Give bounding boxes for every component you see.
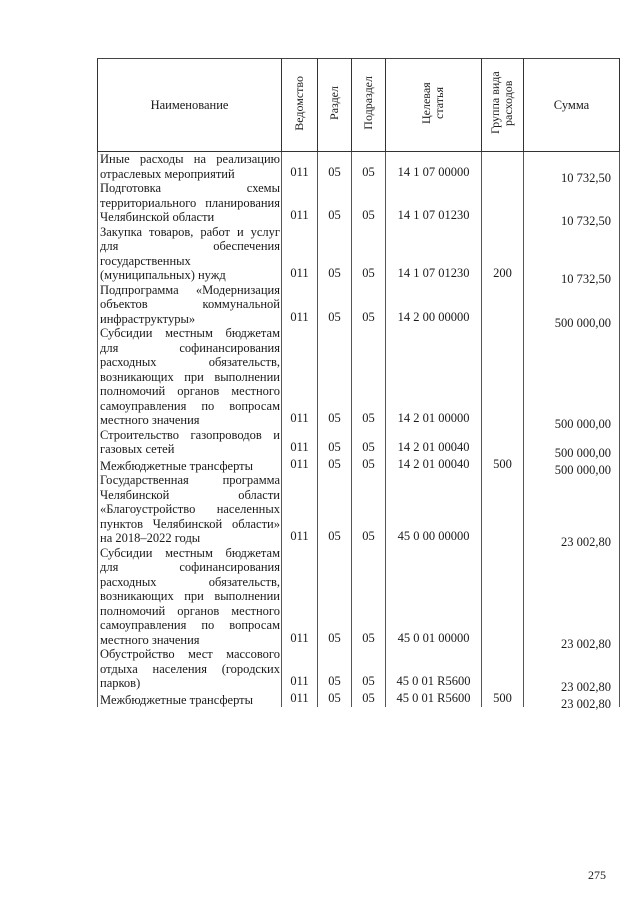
cell-target: 14 1 07 01230 (386, 181, 482, 225)
cell-name: Субсидии местным бюджетам для софинансирования расходных обязательств, возникающих при выполнении полномочий органов местного самоуправления по вопросам местного значения (98, 546, 282, 648)
header-section: Раздел (318, 59, 352, 152)
table-row (98, 691, 620, 708)
cell-dept: 011 (282, 473, 318, 546)
cell-subsection: 05 (352, 546, 386, 648)
cell-section: 05 (318, 473, 352, 546)
cell-sum: 10 732,50 (524, 225, 620, 283)
cell-section: 05 (318, 428, 352, 457)
cell-name: Государственная программа Челябинской области «Благоустройство населенных пунктов Челябинской области» на 2018–2022 годы (98, 473, 282, 546)
cell-dept: 011 (282, 647, 318, 691)
cell-section: 05 (318, 546, 352, 648)
table-row (98, 428, 620, 457)
cell-subsection: 05 (352, 428, 386, 457)
cell-sum: 500 000,00 (524, 457, 620, 474)
cell-name: Подпрограмма «Модернизация объектов коммунальной инфраструктуры» (98, 283, 282, 327)
cell-sum: 23 002,80 (524, 546, 620, 648)
cell-group: 200 (482, 225, 524, 283)
cell-sum: 500 000,00 (524, 326, 620, 428)
table-row (98, 457, 620, 474)
cell-name: Межбюджетные трансферты (98, 457, 282, 474)
cell-subsection: 05 (352, 152, 386, 182)
cell-dept: 011 (282, 546, 318, 648)
cell-target: 14 1 07 00000 (386, 152, 482, 182)
cell-group: 500 (482, 691, 524, 708)
cell-sum: 10 732,50 (524, 181, 620, 225)
cell-group (482, 326, 524, 428)
page-number: 275 (588, 868, 606, 882)
cell-subsection: 05 (352, 181, 386, 225)
header-target: Целевая статья (386, 59, 482, 152)
cell-group (482, 428, 524, 457)
cell-target: 45 0 00 00000 (386, 473, 482, 546)
cell-group (482, 473, 524, 546)
cell-section: 05 (318, 152, 352, 182)
cell-target: 45 0 01 R5600 (386, 647, 482, 691)
cell-section: 05 (318, 181, 352, 225)
cell-subsection: 05 (352, 473, 386, 546)
cell-name: Межбюджетные трансферты (98, 691, 282, 708)
cell-subsection: 05 (352, 326, 386, 428)
header-sum: Сумма (524, 59, 620, 152)
cell-target: 14 2 01 00040 (386, 428, 482, 457)
header-group: Группа вида расходов (482, 59, 524, 152)
cell-sum: 23 002,80 (524, 647, 620, 691)
cell-section: 05 (318, 457, 352, 474)
cell-name: Субсидии местным бюджетам для софинансирования расходных обязательств, возникающих при выполнении полномочий органов местного самоуправления по вопросам местного значения (98, 326, 282, 428)
cell-dept: 011 (282, 326, 318, 428)
table-row (98, 546, 620, 648)
table-row (98, 473, 620, 546)
cell-sum: 500 000,00 (524, 428, 620, 457)
cell-section: 05 (318, 283, 352, 327)
cell-sum: 500 000,00 (524, 283, 620, 327)
cell-subsection: 05 (352, 647, 386, 691)
table-row (98, 647, 620, 691)
cell-dept: 011 (282, 152, 318, 182)
cell-subsection: 05 (352, 283, 386, 327)
cell-name: Обустройство мест массового отдыха населения (городских парков) (98, 647, 282, 691)
cell-group: 500 (482, 457, 524, 474)
cell-dept: 011 (282, 428, 318, 457)
table-row (98, 283, 620, 327)
cell-subsection: 05 (352, 691, 386, 708)
cell-dept: 011 (282, 181, 318, 225)
cell-target: 14 2 01 00000 (386, 326, 482, 428)
table-header-row (98, 59, 620, 152)
header-name: Наименование (98, 59, 282, 152)
cell-subsection: 05 (352, 457, 386, 474)
cell-name: Закупка товаров, работ и услуг для обеспечения государственных (муниципальных) нужд (98, 225, 282, 283)
cell-group (482, 647, 524, 691)
cell-section: 05 (318, 326, 352, 428)
cell-group (482, 283, 524, 327)
cell-group (482, 546, 524, 648)
cell-sum: 23 002,80 (524, 473, 620, 546)
budget-table (97, 58, 620, 711)
cell-dept: 011 (282, 691, 318, 708)
cell-target: 14 2 01 00040 (386, 457, 482, 474)
cell-dept: 011 (282, 457, 318, 474)
table-row (98, 326, 620, 428)
cell-target: 14 1 07 01230 (386, 225, 482, 283)
cell-name: Подготовка схемы территориального планирования Челябинской области (98, 181, 282, 225)
cell-group (482, 181, 524, 225)
cell-sum: 10 732,50 (524, 152, 620, 182)
cell-target: 45 0 01 R5600 (386, 691, 482, 708)
table-row (98, 181, 620, 225)
cell-name: Строительство газопроводов и газовых сетей (98, 428, 282, 457)
header-subsection: Подраздел (352, 59, 386, 152)
cell-dept: 011 (282, 283, 318, 327)
header-dept: Ведомство (282, 59, 318, 152)
cell-group (482, 152, 524, 182)
cell-target: 14 2 00 00000 (386, 283, 482, 327)
cell-section: 05 (318, 225, 352, 283)
table-row (98, 225, 620, 283)
cell-section: 05 (318, 647, 352, 691)
cell-dept: 011 (282, 225, 318, 283)
cell-target: 45 0 01 00000 (386, 546, 482, 648)
cell-subsection: 05 (352, 225, 386, 283)
table-row (98, 152, 620, 182)
cell-sum: 23 002,80 (524, 691, 620, 708)
cell-name: Иные расходы на реализацию отраслевых мероприятий (98, 152, 282, 182)
cell-section: 05 (318, 691, 352, 708)
